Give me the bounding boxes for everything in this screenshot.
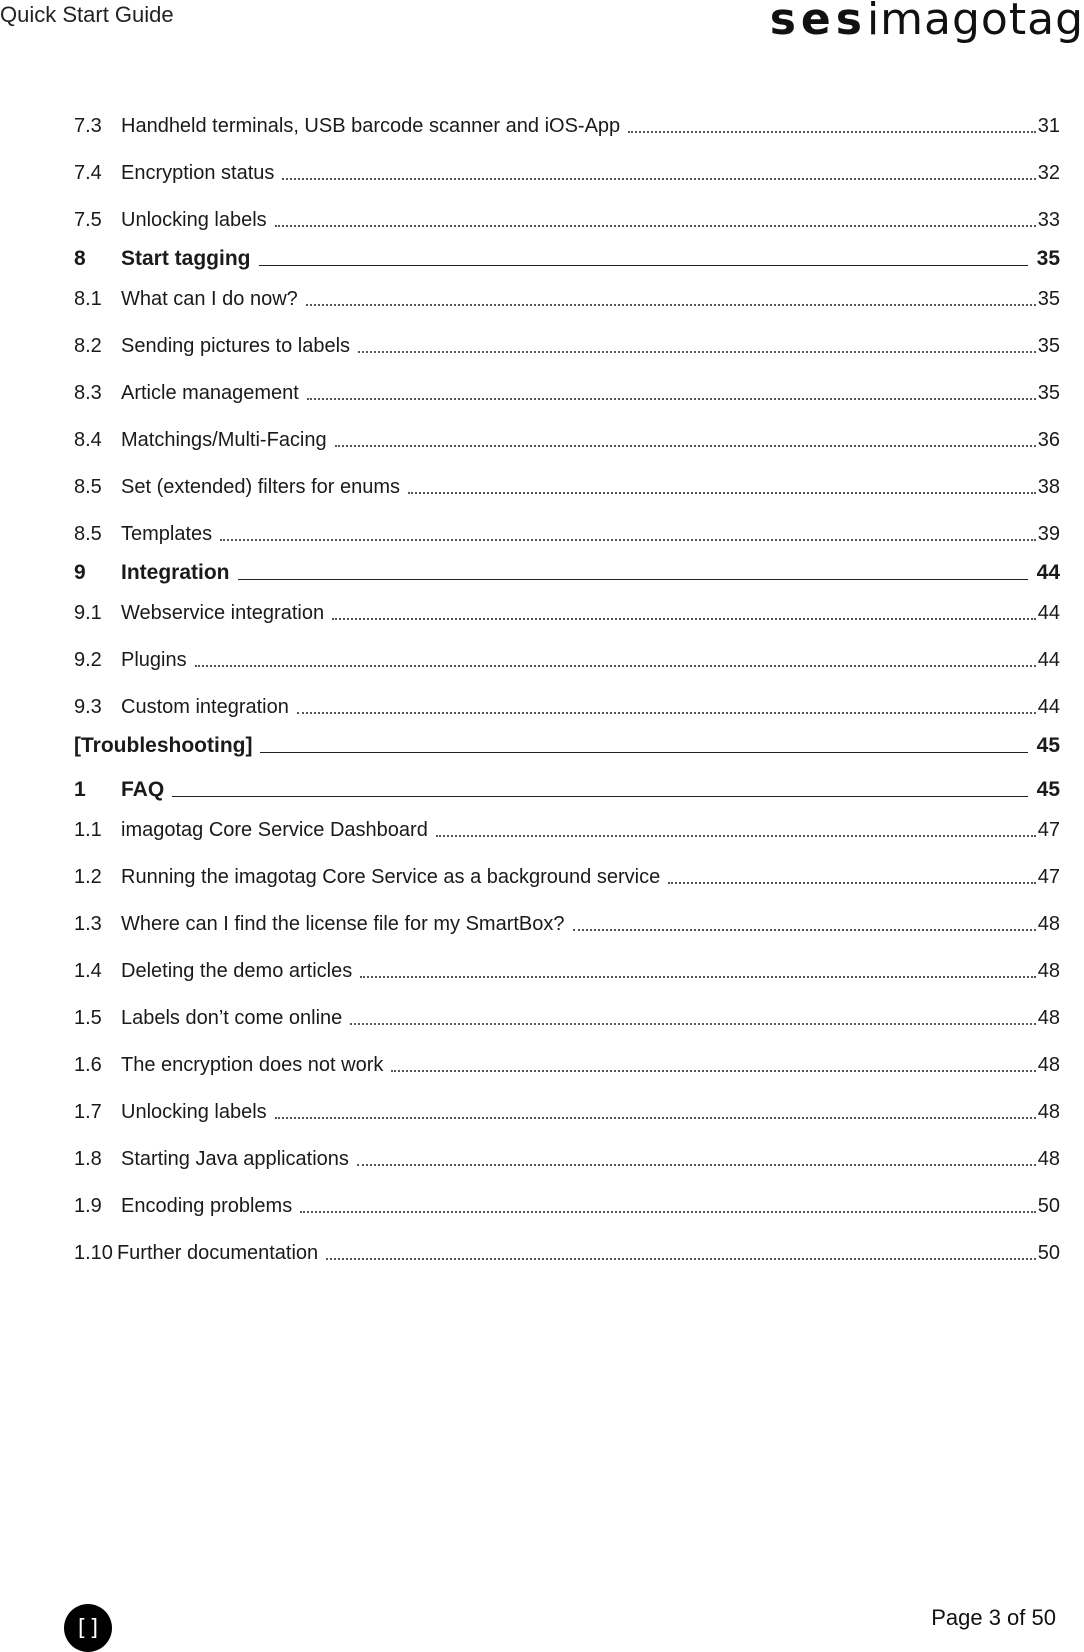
toc-entry-page: 48 — [1037, 1101, 1060, 1123]
toc-entry-number: 9 — [74, 561, 86, 584]
toc-leader — [172, 796, 1028, 797]
toc-entry-number: 1.4 — [74, 960, 102, 982]
toc-entry-number: 1.3 — [74, 913, 102, 935]
toc-entry[interactable] — [74, 1171, 1060, 1218]
toc-entry-title: The encryption does not work — [121, 1054, 384, 1076]
document-title: Quick Start Guide — [0, 2, 174, 27]
toc-leader — [275, 1117, 1036, 1119]
toc-entry-number: 1.1 — [74, 819, 102, 841]
toc-entry-number: 8.5 — [74, 476, 102, 498]
footer-badge-icon: [] — [64, 1604, 112, 1652]
toc-entry[interactable] — [74, 889, 1060, 936]
toc-entry[interactable] — [74, 758, 1060, 802]
toc-entry-page: 35 — [1037, 288, 1060, 310]
toc-entry-number: 8.3 — [74, 382, 102, 404]
toc-leader — [259, 265, 1029, 266]
toc-entry[interactable] — [74, 358, 1060, 405]
toc-leader — [357, 1164, 1036, 1166]
toc-entry-page: 44 — [1037, 602, 1060, 624]
toc-entry-page: 35 — [1036, 247, 1060, 270]
toc-entry-title: Starting Java applications — [121, 1148, 349, 1170]
toc-entry-number: 8.2 — [74, 335, 102, 357]
toc-entry-title: Unlocking labels — [121, 209, 267, 231]
company-logo — [770, 0, 1084, 45]
toc-entry-number: 1.7 — [74, 1101, 102, 1123]
toc-entry[interactable] — [74, 585, 1060, 625]
toc-entry[interactable] — [74, 452, 1060, 499]
toc-entry[interactable] — [74, 98, 1060, 138]
toc-entry-page: 48 — [1037, 1054, 1060, 1076]
toc-entry[interactable] — [74, 719, 1060, 758]
toc-entry-title: Deleting the demo articles — [121, 960, 353, 982]
toc-leader — [260, 752, 1028, 753]
toc-entry[interactable] — [74, 311, 1060, 358]
toc-entry[interactable] — [74, 138, 1060, 185]
toc-entry[interactable] — [74, 1030, 1060, 1077]
toc-entry-page: 50 — [1037, 1242, 1060, 1264]
toc-entry-title: What can I do now? — [121, 288, 298, 310]
toc-entry-number: 1.6 — [74, 1054, 102, 1076]
toc-leader — [282, 178, 1036, 180]
table-of-contents — [74, 98, 1060, 1265]
toc-entry-title: FAQ — [121, 778, 165, 801]
toc-entry[interactable] — [74, 271, 1060, 311]
toc-leader — [220, 539, 1036, 541]
toc-entry-number: 8 — [74, 247, 86, 270]
toc-leader — [275, 225, 1036, 227]
toc-entry-title: Templates — [121, 523, 213, 545]
toc-entry[interactable] — [74, 232, 1060, 271]
toc-entry-title: Where can I find the license file for my SmartBox? — [121, 913, 565, 935]
toc-leader — [297, 712, 1036, 714]
toc-entry-title: [Troubleshooting] — [74, 734, 253, 757]
toc-entry[interactable] — [74, 1124, 1060, 1171]
toc-entry[interactable] — [74, 625, 1060, 672]
toc-entry-page: 48 — [1037, 1148, 1060, 1170]
toc-entry-page: 48 — [1037, 960, 1060, 982]
toc-entry-page: 50 — [1037, 1195, 1060, 1217]
toc-entry[interactable] — [74, 1077, 1060, 1124]
toc-entry-number: 1.9 — [74, 1195, 102, 1217]
toc-entry[interactable] — [74, 546, 1060, 585]
toc-entry-title: Custom integration — [121, 696, 289, 718]
toc-entry-page: 48 — [1037, 913, 1060, 935]
toc-leader — [332, 618, 1036, 620]
toc-leader — [350, 1023, 1036, 1025]
toc-entry-title: Labels don’t come online — [121, 1007, 343, 1029]
toc-entry-number: 9.1 — [74, 602, 102, 624]
toc-entry-title: Handheld terminals, USB barcode scanner and iOS-App — [121, 115, 621, 137]
toc-entry-title: Start tagging — [121, 247, 251, 270]
toc-entry-number: 9.3 — [74, 696, 102, 718]
toc-leader — [306, 304, 1036, 306]
toc-entry-page: 45 — [1036, 778, 1060, 801]
toc-entry-page: 44 — [1036, 561, 1060, 584]
toc-entry-title: Further documentation — [116, 1242, 319, 1264]
toc-entry-title: Sending pictures to labels — [121, 335, 351, 357]
toc-entry-page: 38 — [1037, 476, 1060, 498]
toc-entry-number: 1 — [74, 778, 86, 801]
page-number: Page 3 of 50 — [931, 1605, 1056, 1630]
toc-leader — [335, 445, 1036, 447]
toc-entry-page: 31 — [1037, 115, 1060, 137]
toc-entry-title: Unlocking labels — [121, 1101, 267, 1123]
toc-leader — [668, 882, 1036, 884]
toc-leader — [238, 579, 1029, 580]
toc-entry[interactable] — [74, 842, 1060, 889]
logo-ses: ses — [769, 0, 867, 45]
toc-entry-title: Integration — [121, 561, 230, 584]
toc-entry[interactable] — [74, 983, 1060, 1030]
toc-entry-page: 35 — [1037, 382, 1060, 404]
toc-entry-page: 32 — [1037, 162, 1060, 184]
toc-leader — [573, 929, 1036, 931]
toc-entry-page: 45 — [1036, 734, 1060, 757]
toc-entry-page: 33 — [1037, 209, 1060, 231]
toc-entry-title: Encoding problems — [121, 1195, 293, 1217]
toc-leader — [391, 1070, 1036, 1072]
toc-entry[interactable] — [74, 185, 1060, 232]
toc-entry-page: 47 — [1037, 866, 1060, 888]
toc-entry[interactable] — [74, 672, 1060, 719]
toc-leader — [360, 976, 1036, 978]
toc-entry-title: Webservice integration — [121, 602, 325, 624]
toc-entry-number: 1.5 — [74, 1007, 102, 1029]
toc-leader — [326, 1258, 1036, 1260]
toc-leader — [436, 835, 1036, 837]
toc-entry-number: 7.5 — [74, 209, 102, 231]
toc-leader — [628, 131, 1036, 133]
toc-entry-page: 48 — [1037, 1007, 1060, 1029]
toc-entry-title: Article management — [121, 382, 299, 404]
toc-entry-page: 44 — [1037, 696, 1060, 718]
toc-entry-title: Running the imagotag Core Service as a background service — [121, 866, 661, 888]
toc-leader — [358, 351, 1036, 353]
toc-entry-number: 8.1 — [74, 288, 102, 310]
toc-entry-number: 9.2 — [74, 649, 102, 671]
toc-entry-number: 1.2 — [74, 866, 102, 888]
logo-imagotag: imagotag — [866, 0, 1084, 45]
toc-entry-title: Plugins — [121, 649, 187, 671]
toc-leader — [408, 492, 1036, 494]
toc-entry[interactable] — [74, 802, 1060, 842]
toc-entry-number: 1.10 — [74, 1242, 113, 1264]
toc-entry[interactable] — [74, 1218, 1060, 1265]
toc-entry[interactable] — [74, 405, 1060, 452]
toc-entry-title: Matchings/Multi-Facing — [121, 429, 327, 451]
toc-entry-page: 36 — [1037, 429, 1060, 451]
toc-entry-title: imagotag Core Service Dashboard — [121, 819, 428, 841]
toc-entry-number: 7.3 — [74, 115, 102, 137]
toc-leader — [195, 665, 1036, 667]
toc-entry[interactable] — [74, 936, 1060, 983]
toc-leader — [300, 1211, 1036, 1213]
toc-entry-number: 1.8 — [74, 1148, 102, 1170]
toc-entry-number: 8.4 — [74, 429, 102, 451]
toc-entry-number: 7.4 — [74, 162, 102, 184]
toc-entry-page: 35 — [1037, 335, 1060, 357]
toc-entry-title: Encryption status — [121, 162, 275, 184]
toc-entry-page: 47 — [1037, 819, 1060, 841]
toc-entry-number: 8.5 — [74, 523, 102, 545]
toc-leader — [307, 398, 1036, 400]
toc-entry-page: 44 — [1037, 649, 1060, 671]
toc-entry-page: 39 — [1037, 523, 1060, 545]
toc-entry[interactable] — [74, 499, 1060, 546]
toc-entry-title: Set (extended) filters for enums — [121, 476, 401, 498]
